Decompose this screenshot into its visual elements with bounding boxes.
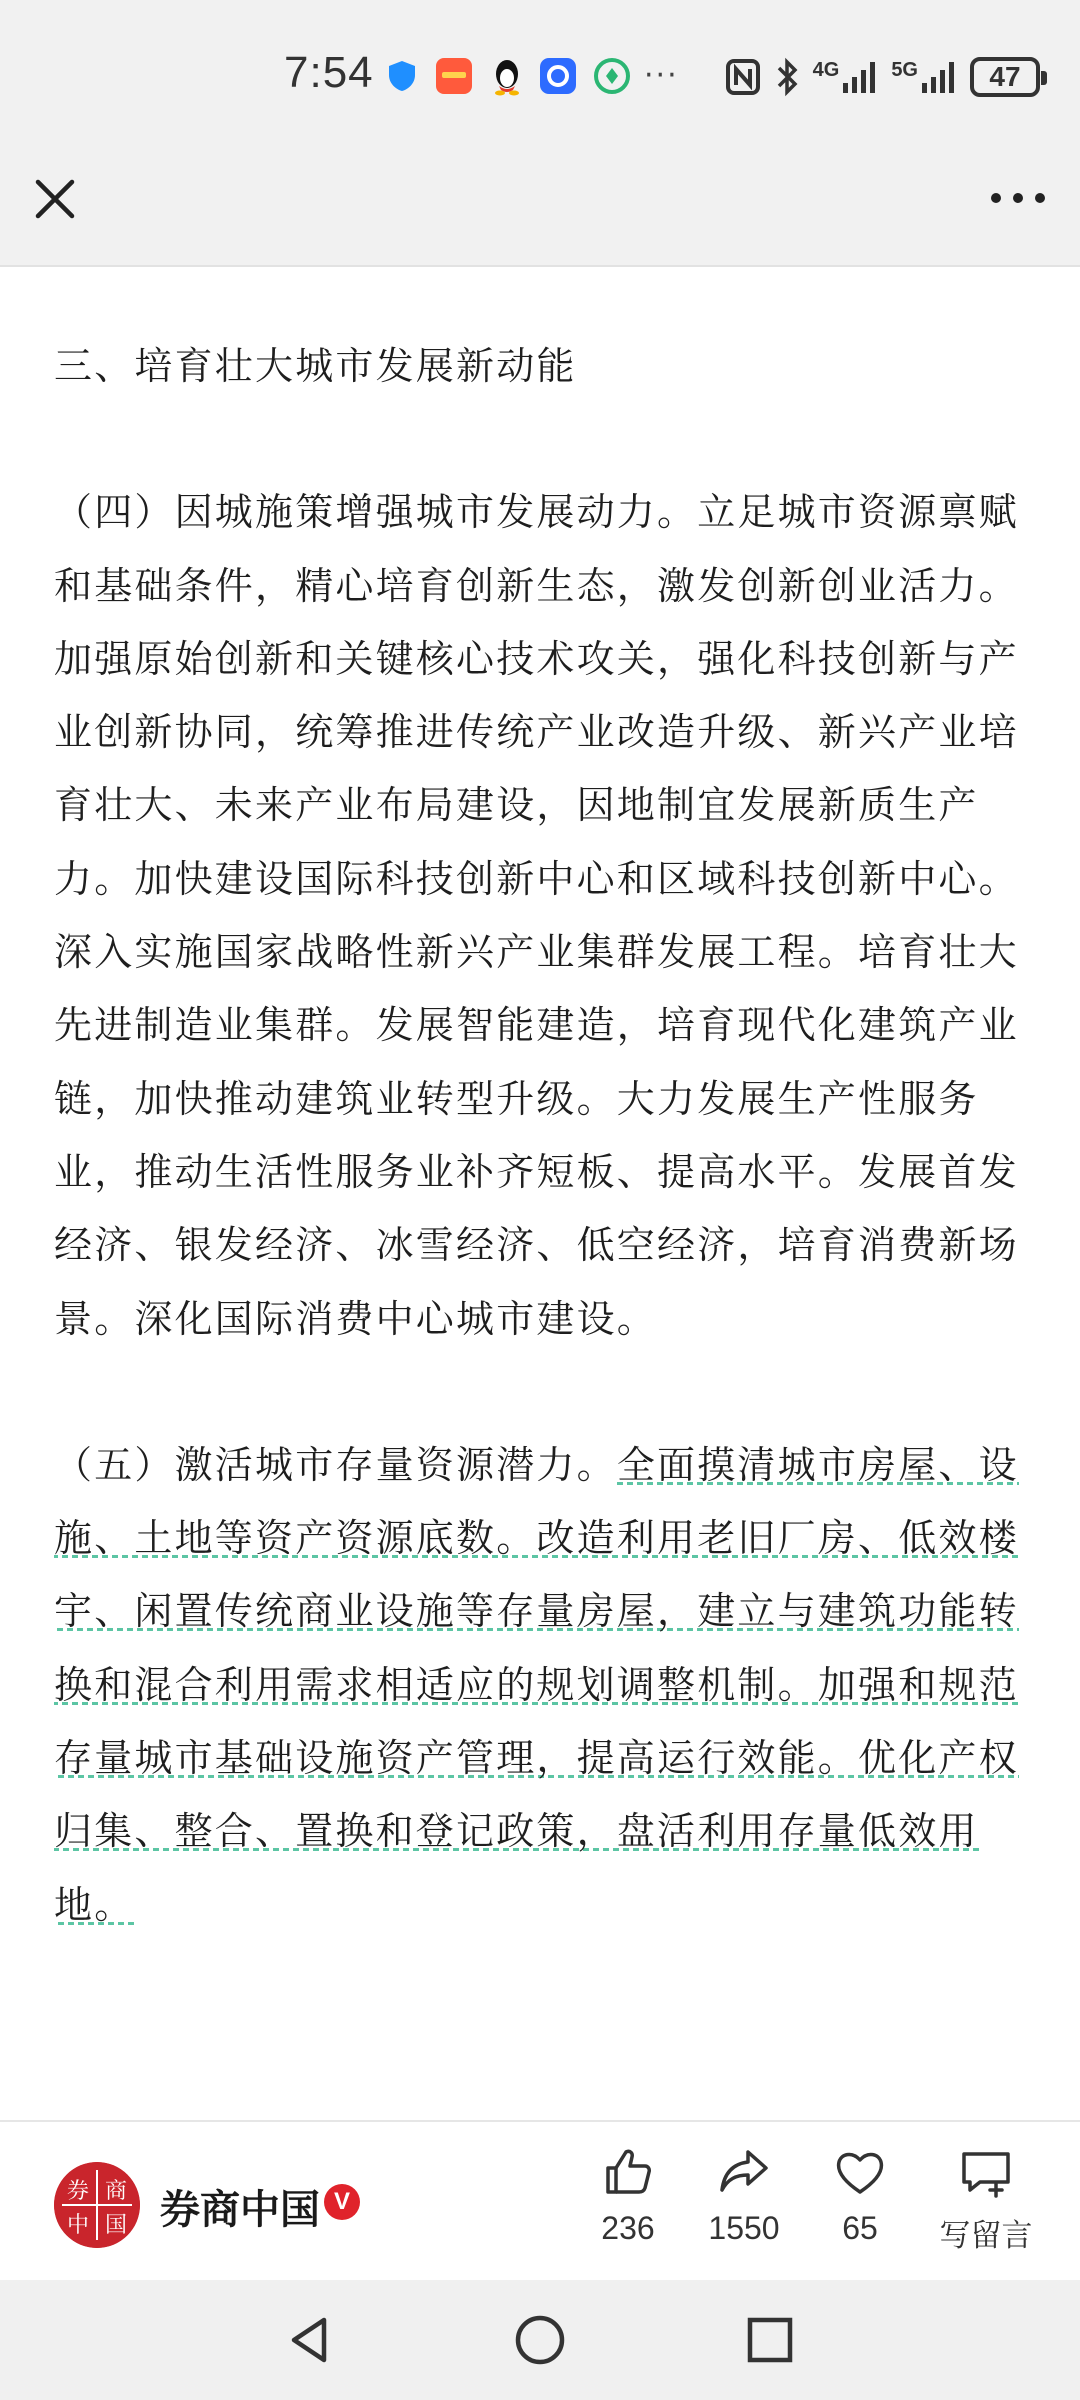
app-blue-icon — [538, 56, 578, 96]
favorite-count: 65 — [842, 2210, 878, 2246]
like-count: 236 — [601, 2210, 655, 2246]
heart-icon — [832, 2144, 888, 2200]
back-triangle-icon[interactable] — [280, 2310, 340, 2370]
logo-char-2: 商 — [104, 2179, 128, 2204]
status-right-group — [725, 50, 1040, 104]
more-options-icon[interactable] — [986, 178, 1050, 218]
recents-square-icon[interactable] — [740, 2310, 800, 2370]
shield-icon — [384, 58, 420, 94]
source-name[interactable]: 券商中国 — [160, 2187, 320, 2233]
nfc-icon — [725, 58, 761, 96]
logo-char-4: 国 — [104, 2213, 128, 2238]
source-avatar[interactable] — [54, 2162, 140, 2248]
share-arrow-icon — [716, 2144, 772, 2200]
logo-char-3: 中 — [66, 2213, 90, 2238]
close-icon[interactable] — [30, 174, 80, 224]
signal-4g: 4G — [813, 59, 878, 95]
status-time: 7:54 — [284, 48, 374, 97]
paragraph-five-intro: （五）激活城市存量资源潜力。 — [54, 1442, 617, 1487]
battery-indicator: 47 — [970, 57, 1040, 97]
share-count: 1550 — [708, 2210, 780, 2246]
source-logo-icon — [54, 2162, 140, 2248]
logo-char-1: 券 — [66, 2179, 90, 2204]
app-green-icon — [592, 56, 632, 96]
comment-add-icon — [956, 2144, 1016, 2200]
calendar-app-icon — [434, 56, 474, 96]
paragraph-five — [54, 1429, 1024, 1942]
signal-bars-icon — [841, 59, 877, 95]
share-button[interactable] — [684, 2144, 804, 2247]
top-nav-bar — [0, 150, 1080, 267]
signal-5g: 5G — [891, 59, 956, 95]
like-button[interactable] — [568, 2144, 688, 2247]
highlighted-text[interactable]: 全面摸清城市房屋、设施、土地等资产资源底数。改造利用老旧厂房、低效楼宇、闲置传统商业设施等存量房屋，建立与建筑功能转换和混合利用需求相适应的规划调整机制。加强和规范存量城市基础设施资产管理，提高运行效能。优化产权归集、整合、置换和登记政策，盘活利用存量低效用地。 — [54, 1442, 1019, 1927]
section-heading: 三、培育壮大城市发展新动能 — [54, 344, 577, 388]
bottom-action-bar — [0, 2120, 1080, 2282]
verified-badge: V — [324, 2184, 360, 2220]
more-notifications-icon: ··· — [644, 58, 679, 93]
thumbs-up-icon — [600, 2144, 656, 2200]
article-body — [54, 330, 1024, 1942]
home-circle-icon[interactable] — [510, 2310, 570, 2370]
bluetooth-icon — [775, 57, 799, 97]
system-nav-bar — [0, 2280, 1080, 2400]
status-bar — [0, 0, 1080, 150]
qq-penguin-icon — [488, 56, 526, 96]
comment-label: 写留言 — [939, 2218, 1033, 2254]
favorite-button[interactable] — [800, 2144, 920, 2247]
paragraph-four: （四）因城施策增强城市发展动力。立足城市资源禀赋和基础条件，精心培育创新生态，激发创新创业活力。加强原始创新和关键核心技术攻关，强化科技创新与产业创新协同，统筹推进传统产业改造升级、新兴产业培育壮大、未来产业布局建设，因地制宜发展新质生产力。加快建设国际科技创新中心和区域科技创新中心。深入实施国家战略性新兴产业集群发展工程。培育壮大先进制造业集群。发展智能建造，培育现代化建筑产业链，加快推动建筑业转型升级。大力发展生产性服务业，推动生活性服务业补齐短板、提高水平。发展首发经济、银发经济、冰雪经济、低空经济，培育消费新场景。深化国际消费中心城市建设。 — [54, 490, 1019, 1341]
signal-bars-icon — [920, 59, 956, 95]
comment-button[interactable] — [916, 2144, 1056, 2255]
